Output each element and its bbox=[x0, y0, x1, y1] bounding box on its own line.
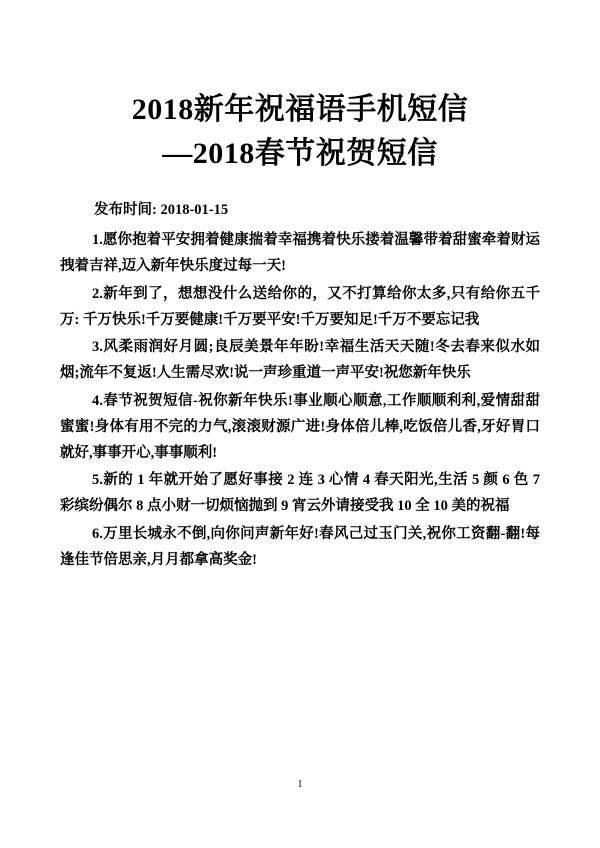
paragraph-6: 6.万里长城永不倒,向你问声新年好!春风己过玉门关,祝你工资翻-翻!每逢佳节倍思亲,月月都拿高奖金! bbox=[60, 525, 540, 568]
paragraph-5: 5.新的 1 年就开始了愿好事接 2 连 3 心情 4 春天阳光,生活 5 颜 6 色 7 彩缤纷偶尔 8 点小财一切烦恼抛到 9 宵云外请接受我 10 全 10 美的祝福 bbox=[60, 472, 540, 515]
page-number: 1 bbox=[297, 779, 303, 790]
paragraph-1: 1.愿你抱着平安拥着健康揣着幸福携着快乐搂着温馨带着甜蜜牵着财运拽着吉祥,迈入新年快乐度过每一天! bbox=[60, 232, 540, 274]
page-title-line-2: —2018春节祝贺短信 bbox=[162, 136, 438, 170]
publish-date: 发布时间: 2018-01-15 bbox=[94, 202, 229, 218]
document-body bbox=[60, 228, 540, 573]
paragraph-2: 2.新年到了，想想没什么送给你的，又不打算给你太多,只有给你五千万: 千万快乐!千万要健康!千万要平安!千万要知足!千万不要忘记我 bbox=[60, 285, 540, 328]
paragraph-4: 4.春节祝贺短信-祝你新年快乐!事业顺心顺意,工作顺顺利利,爱情甜甜蜜蜜!身体有用不完的力气,滚滚财源广进!身体倍儿棒,吃饭倍儿香,牙好胃口就好,事事开心,事事顺利! bbox=[60, 392, 540, 461]
page-title-line-1: 2018新年祝福语手机短信 bbox=[131, 93, 469, 126]
paragraph-3: 3.风柔雨润好月圆;良辰美景年年盼!幸福生活天天随!冬去春来似水如烟;流年不复返!人生需尽欢!说一声珍重道一声平安!祝您新年快乐 bbox=[60, 339, 540, 382]
page-title bbox=[60, 88, 540, 175]
